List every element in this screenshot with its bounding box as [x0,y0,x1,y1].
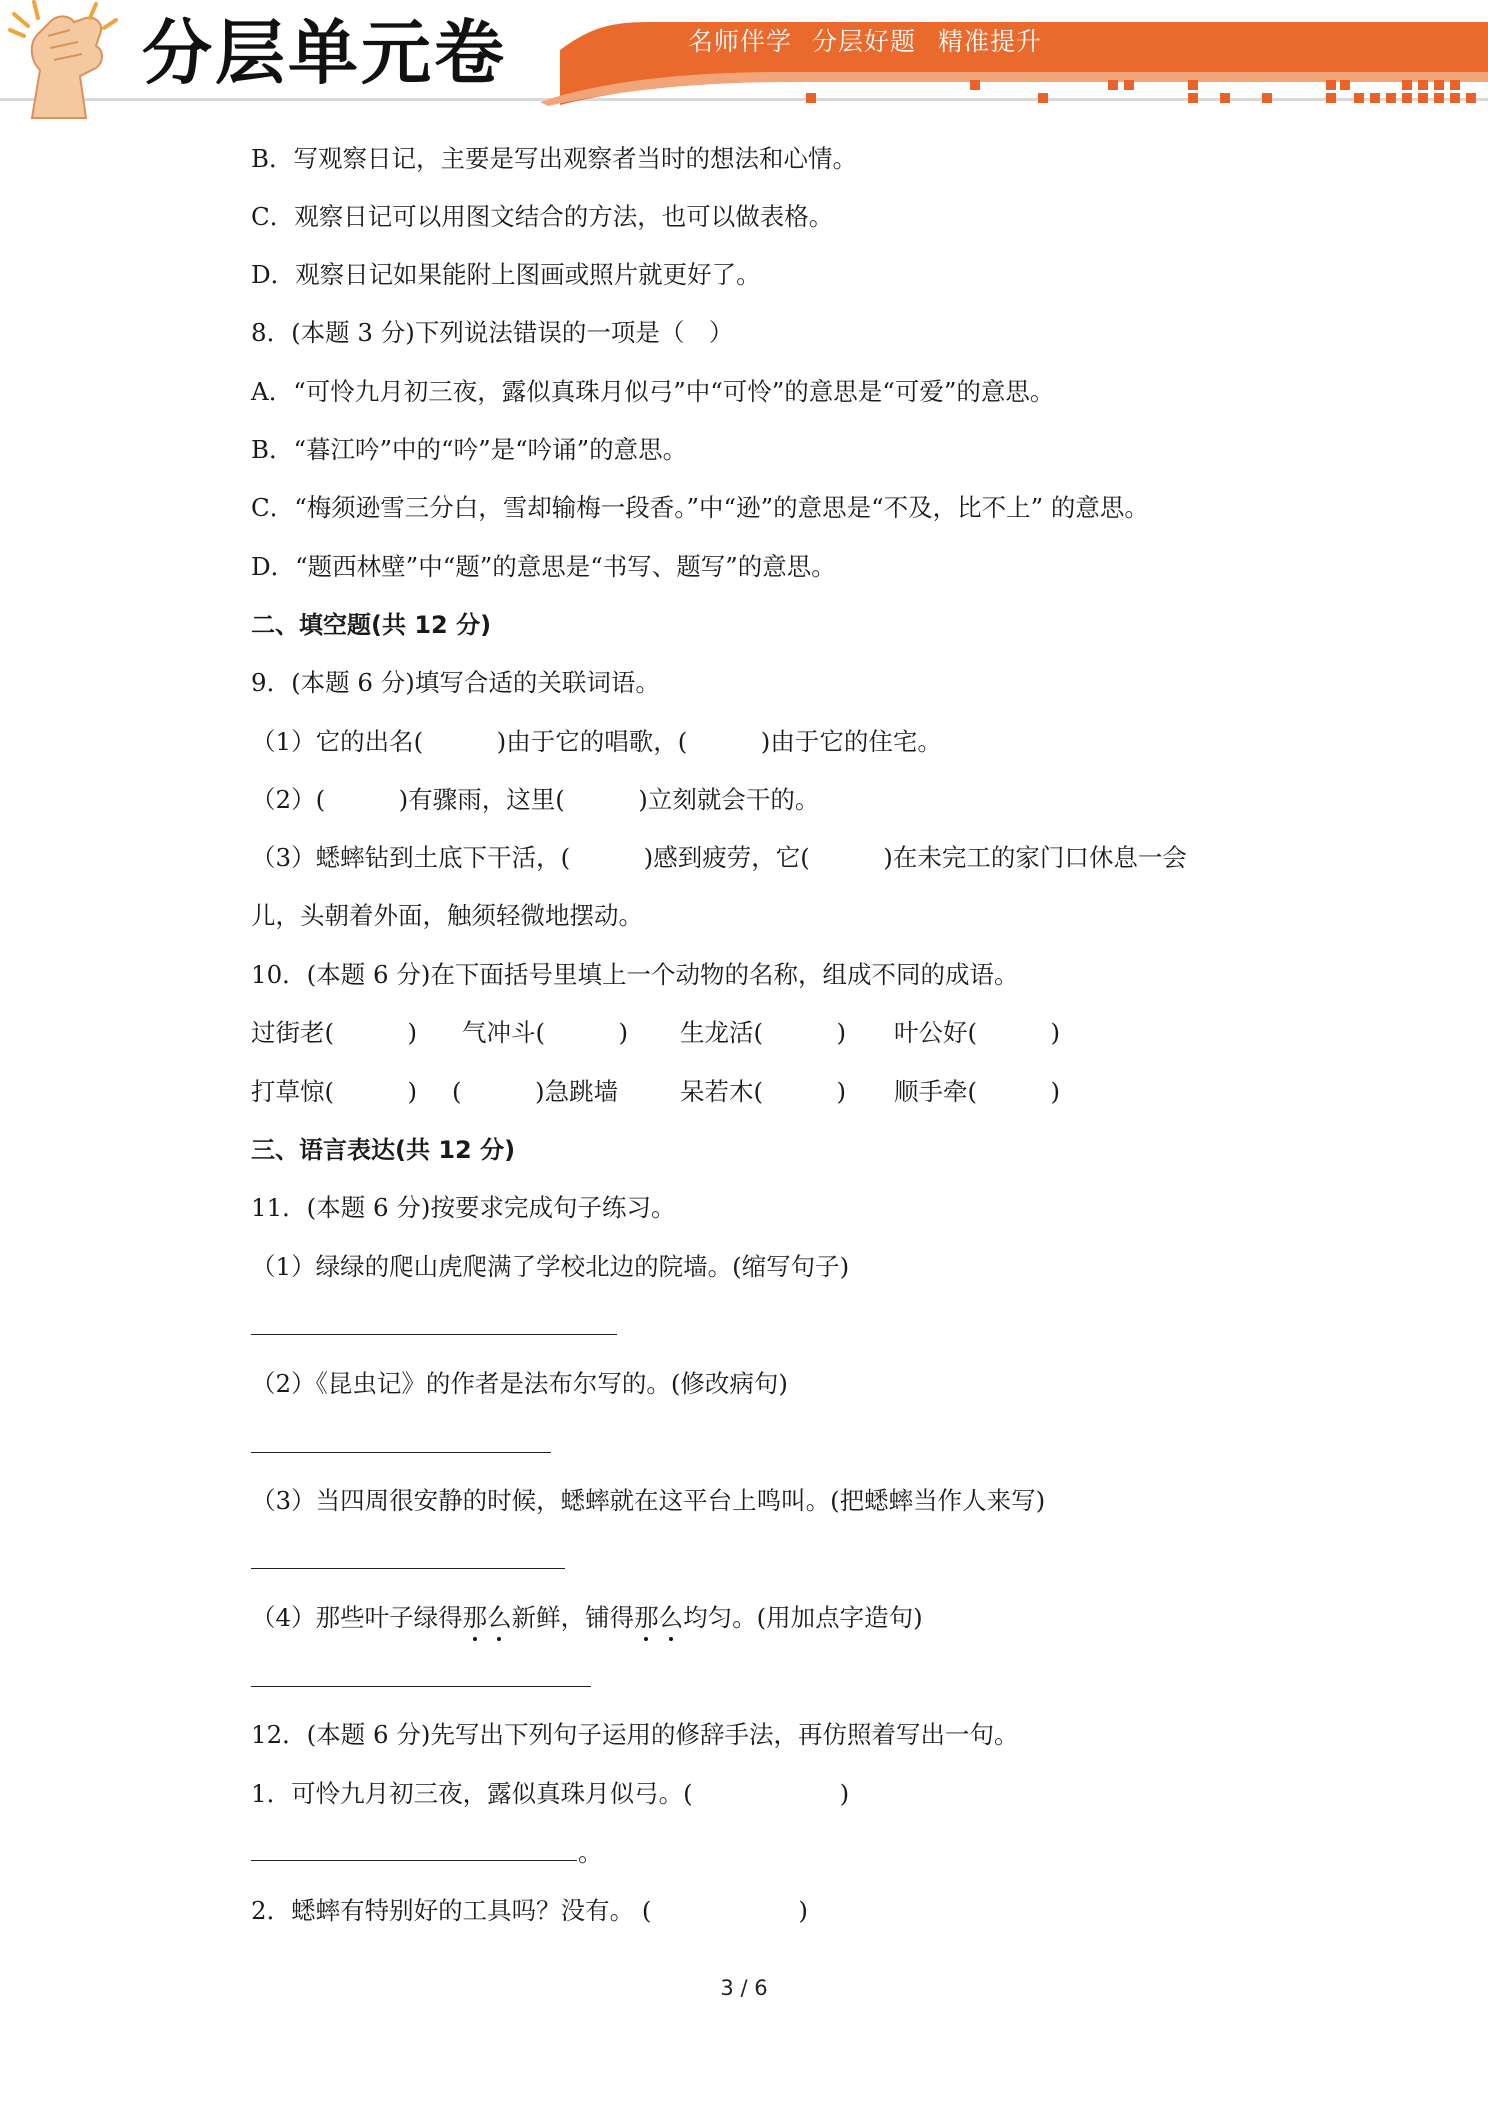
slogan-2: 分层好题 [812,27,917,56]
answer-line-11-2[interactable] [251,1452,551,1453]
answer-line-11-1[interactable] [251,1334,617,1335]
idiom-8: 顺手牵( ) [894,1077,1061,1106]
dotted-char-3: 那 [634,1603,659,1632]
q8-option-c: C．“梅须逊雪三分白，雪却输梅一段香。”中“逊”的意思是“不及，比不上” 的意思。 [251,493,1149,522]
q8-option-b: B．“暮江吟”中的“吟”是“吟诵”的意思。 [251,435,688,464]
idiom-2: 气冲斗( ) [462,1018,629,1047]
q11-4-before: （4）那些叶子绿得 [251,1603,463,1632]
q11-stem: 11．(本题 6 分)按要求完成句子练习。 [251,1193,676,1222]
q7-option-b: B．写观察日记，主要是写出观察者当时的想法和心情。 [251,144,858,173]
q11-item-4 [251,1601,923,1635]
q12-item-1: 1．可怜九月初三夜，露似真珠月似弓。( ) [251,1779,850,1808]
slogan-1: 名师伴学 [688,27,793,56]
answer-line-11-4[interactable] [251,1686,591,1687]
q9-item-1: （1）它的出名( )由于它的唱歌，( )由于它的住宅。 [251,727,942,756]
brand-title: 分层单元卷 [142,12,507,94]
idiom-5: 打草惊( ) [251,1077,418,1106]
answer-end-mark: 。 [578,1838,603,1867]
answer-line-12-1[interactable] [251,1860,577,1861]
q11-item-2: （2）《昆虫记》的作者是法布尔写的。(修改病句) [251,1369,788,1398]
dotted-char-4: 么 [658,1603,684,1632]
page-number: 3 / 6 [720,1976,768,2000]
q12-stem: 12．(本题 6 分)先写出下列句子运用的修辞手法，再仿照着写出一句。 [251,1720,1019,1749]
q12-item-2: 2．蟋蟀有特别好的工具吗？没有。 ( ) [251,1896,808,1925]
q8-option-a: A．“可怜九月初三夜，露似真珠月似弓”中“可怜”的意思是“可爱”的意思。 [251,377,1055,406]
dotted-char-2: 么 [487,1603,512,1632]
q8-option-d: D．“题西林壁”中“题”的意思是“书写、题写”的意思。 [251,552,836,581]
section-fill-blank: 二、填空题(共 12 分) [251,611,492,639]
idiom-6: ( )急跳墙 [452,1077,619,1106]
slogan-3: 精准提升 [938,27,1043,56]
q9-stem: 9．(本题 6 分)填写合适的关联词语。 [251,668,660,697]
idiom-7: 呆若木( ) [680,1077,847,1106]
section-expression: 三、语言表达(共 12 分) [251,1136,516,1164]
idiom-3: 生龙活( ) [680,1018,847,1047]
q7-option-c: C．观察日记可以用图文结合的方法，也可以做表格。 [251,202,834,231]
q10-stem: 10．(本题 6 分)在下面括号里填上一个动物的名称，组成不同的成语。 [251,960,1019,989]
idiom-4: 叶公好( ) [894,1018,1061,1047]
idiom-1: 过街老( ) [251,1018,418,1047]
q11-4-after: 均匀。(用加点字造句) [683,1603,923,1632]
q8-stem: 8．(本题 3 分)下列说法错误的一项是（ ） [251,318,734,347]
q11-4-mid: 新鲜，铺得 [511,1603,635,1632]
q11-item-1: （1）绿绿的爬山虎爬满了学校北边的院墙。(缩写句子) [251,1252,850,1281]
q9-item-3: （3）蟋蟀钻到土底下干活，( )感到疲劳，它( )在未完工的家门口休息一会 [251,843,1187,872]
answer-line-11-3[interactable] [251,1568,565,1569]
dotted-char-1: 那 [462,1603,488,1632]
q11-item-3: （3）当四周很安静的时候，蟋蟀就在这平台上鸣叫。(把蟋蟀当作人来写) [251,1486,1046,1515]
q7-option-d: D．观察日记如果能附上图画或照片就更好了。 [251,260,761,289]
q9-item-3-cont: 儿，头朝着外面，触须轻微地摆动。 [251,901,643,930]
q9-item-2: （2）( )有骤雨，这里( )立刻就会干的。 [251,785,820,814]
